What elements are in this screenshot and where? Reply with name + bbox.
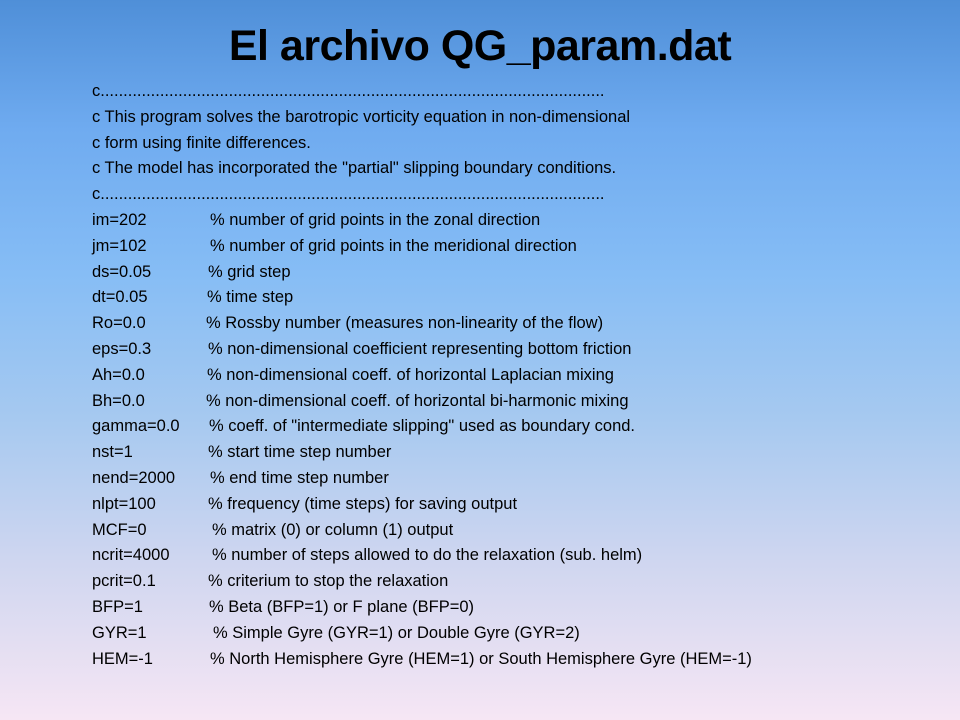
param-row — [92, 518, 952, 544]
param-name: nst=1 — [92, 443, 133, 462]
param-name: GYR=1 — [92, 623, 147, 642]
param-name: nlpt=100 — [92, 494, 156, 513]
param-name: ds=0.05 — [92, 262, 152, 281]
param-description: % start time step number — [208, 443, 392, 462]
param-description: % coeff. of "intermediate slipping" used as boundary cond. — [209, 417, 636, 436]
param-name: ncrit=4000 — [92, 546, 170, 565]
param-description: % non-dimensional coeff. of horizontal bi-harmonic mixing — [206, 391, 629, 410]
param-row — [92, 647, 952, 673]
param-row — [92, 285, 952, 311]
comment-line: c form using finite differences. — [92, 133, 311, 152]
param-name: gamma=0.0 — [92, 417, 180, 436]
param-row — [92, 260, 952, 286]
param-description: % frequency (time steps) for saving output — [208, 494, 518, 513]
param-row — [92, 595, 952, 621]
param-name: im=202 — [92, 210, 147, 229]
file-content — [92, 79, 952, 672]
param-row — [92, 363, 952, 389]
param-row — [92, 492, 952, 518]
param-name: BFP=1 — [92, 597, 143, 616]
param-row — [92, 311, 952, 337]
param-description: % matrix (0) or column (1) output — [212, 520, 454, 539]
comment-separator-bottom: c.............................................................................................................. — [92, 185, 605, 204]
param-row — [92, 440, 952, 466]
param-description: % non-dimensional coeff. of horizontal Laplacian mixing — [207, 365, 614, 384]
param-description: % Beta (BFP=1) or F plane (BFP=0) — [209, 597, 475, 616]
param-description: % time step — [207, 288, 294, 307]
param-name: Ah=0.0 — [92, 365, 145, 384]
param-description: % number of grid points in the zonal direction — [210, 210, 541, 229]
param-row — [92, 414, 952, 440]
param-name: jm=102 — [92, 236, 147, 255]
param-description: % non-dimensional coefficient representing bottom friction — [208, 339, 632, 358]
param-row — [92, 389, 952, 415]
param-description: % Simple Gyre (GYR=1) or Double Gyre (GYR=2) — [213, 623, 580, 642]
param-row — [92, 543, 952, 569]
comment-line: c This program solves the barotropic vorticity equation in non-dimensional — [92, 107, 631, 126]
param-description: % number of grid points in the meridional direction — [210, 236, 577, 255]
param-name: dt=0.05 — [92, 288, 148, 307]
param-name: MCF=0 — [92, 520, 147, 539]
param-name: eps=0.3 — [92, 339, 152, 358]
param-description: % criterium to stop the relaxation — [208, 572, 449, 591]
param-description: % North Hemisphere Gyre (HEM=1) or South Hemisphere Gyre (HEM=-1) — [210, 649, 752, 668]
param-description: % end time step number — [210, 468, 389, 487]
param-row — [92, 466, 952, 492]
param-name: HEM=-1 — [92, 649, 153, 668]
comment-line: c The model has incorporated the "partial" slipping boundary conditions. — [92, 159, 617, 178]
param-row — [92, 208, 952, 234]
param-name: Bh=0.0 — [92, 391, 145, 410]
param-description: % number of steps allowed to do the relaxation (sub. helm) — [212, 546, 643, 565]
param-row — [92, 337, 952, 363]
param-name: Ro=0.0 — [92, 314, 146, 333]
page-title: El archivo QG_param.dat — [228, 22, 732, 70]
param-description: % grid step — [208, 262, 291, 281]
param-row — [92, 621, 952, 647]
comment-separator-top: c.............................................................................................................. — [92, 82, 605, 100]
param-name: nend=2000 — [92, 468, 176, 487]
param-name: pcrit=0.1 — [92, 572, 156, 591]
param-row — [92, 234, 952, 260]
param-row — [92, 569, 952, 595]
param-description: % Rossby number (measures non-linearity of the flow) — [206, 314, 604, 333]
